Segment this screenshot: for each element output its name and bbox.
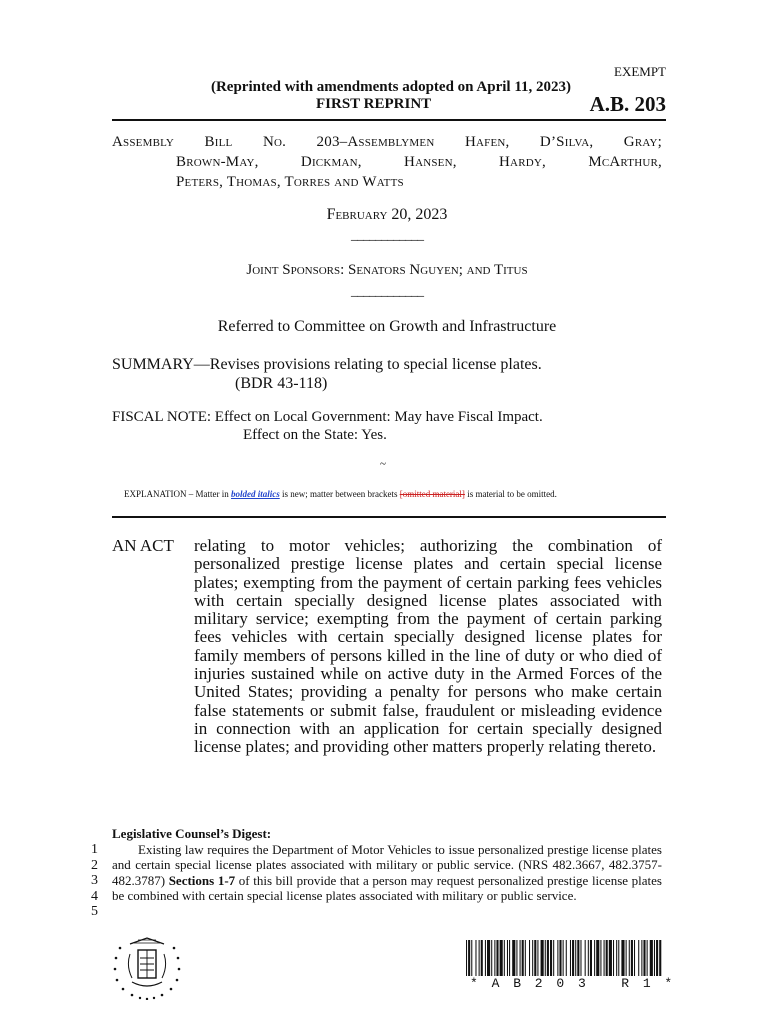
- digest-title: Legislative Counsel’s Digest:: [112, 826, 272, 841]
- barcode-bar: [609, 940, 612, 976]
- top-rule: [112, 119, 666, 121]
- barcode-bar: [621, 940, 624, 976]
- line-number: 3: [91, 873, 98, 888]
- bill-number: A.B. 203: [589, 92, 666, 116]
- barcode-bar: [594, 940, 595, 976]
- barcode-bar: [634, 940, 635, 976]
- barcode-bar: [491, 940, 492, 976]
- digest-paragraph: [112, 842, 662, 904]
- barcode-bar: [590, 940, 592, 976]
- barcode-bar: [647, 940, 648, 976]
- bill-sponsors-heading: [112, 132, 662, 192]
- digest-text-before: Existing law requires the Department of Motor Vehicles to issue personalized prestige license plates and certain special license plates associated with military or public service. (NRS 482.3667, 482.3757-482.3787): [112, 841, 662, 888]
- barcode-bar: [534, 940, 536, 976]
- digest-text-after: of this bill provide that a person may request personalized prestige license plates be combined with certain special license plates associated with military or public service.: [112, 872, 662, 903]
- barcode-icon: [466, 940, 662, 976]
- bill-date: February 20, 2023: [326, 206, 448, 223]
- barcode-bar: [553, 940, 554, 976]
- bill-heading-line-3: Peters, Thomas, Torres and Watts: [176, 174, 404, 190]
- tilde-separator: ~: [380, 458, 386, 470]
- barcode-bar: [496, 940, 498, 976]
- barcode-bar: [475, 940, 476, 976]
- summary-bdr: (BDR 43-118): [235, 375, 328, 392]
- legislative-digest: [112, 826, 662, 904]
- barcode-bar: [481, 940, 483, 976]
- barcode-bar: [550, 940, 552, 976]
- barcode-bar: [545, 940, 546, 976]
- barcode-bar: [585, 940, 586, 976]
- barcode-bar: [507, 940, 508, 976]
- joint-sponsors: Joint Sponsors: Senators Nguyen; and Titus: [246, 262, 528, 278]
- barcode-bar: [629, 940, 630, 976]
- explanation-prefix: EXPLANATION – Matter in: [124, 489, 231, 499]
- barcode-bar: [487, 940, 490, 976]
- line-number: 5: [91, 904, 98, 919]
- bill-summary: [112, 355, 668, 393]
- line-numbers: [84, 842, 98, 920]
- explanation-suffix: is material to be omitted.: [464, 489, 557, 499]
- barcode-bar: [641, 940, 642, 976]
- fiscal-note-line-1: FISCAL NOTE: Effect on Local Government: May have Fiscal Impact.: [112, 409, 543, 425]
- explanation-omitted: [omitted material]: [399, 489, 465, 499]
- middle-rule: [112, 516, 666, 518]
- barcode-bar: [471, 940, 472, 976]
- barcode-bar: [541, 940, 544, 976]
- barcode-bar: [600, 940, 601, 976]
- barcode-bar: [529, 940, 530, 976]
- barcode-bar: [522, 940, 524, 976]
- barcode-bar: [638, 940, 639, 976]
- barcode-bar: [557, 940, 558, 976]
- barcode-bar: [572, 940, 574, 976]
- barcode-bar: [537, 940, 538, 976]
- line-number: 1: [91, 842, 98, 857]
- barcode-bar: [626, 940, 627, 976]
- barcode-bar: [509, 940, 510, 976]
- barcode-bar: [606, 940, 608, 976]
- barcode-bar: [468, 940, 470, 976]
- barcode-bar: [532, 940, 533, 976]
- barcode-bar: [588, 940, 589, 976]
- barcode-bar: [466, 940, 467, 976]
- fiscal-note: [112, 408, 668, 444]
- separator-line: ____________: [351, 228, 423, 243]
- barcode-bar: [559, 940, 561, 976]
- first-reprint-label: FIRST REPRINT: [316, 96, 432, 112]
- barcode-bar: [485, 940, 486, 976]
- barcode-bar: [566, 940, 567, 976]
- barcode-bar: [659, 940, 661, 976]
- barcode-bar: [516, 940, 517, 976]
- act-lead: AN ACT: [112, 536, 174, 555]
- explanation-middle: is new; matter between brackets: [279, 489, 400, 499]
- exempt-label: EXEMPT: [614, 64, 666, 79]
- reprint-note: (Reprinted with amendments adopted on April 11, 2023): [210, 79, 572, 95]
- barcode-bar: [500, 940, 503, 976]
- barcode-bar: [604, 940, 605, 976]
- barcode-bar: [650, 940, 653, 976]
- separator-line: ____________: [351, 284, 423, 299]
- explanation-new-matter: bolded italics: [231, 489, 280, 499]
- digest-sections: Sections 1-7: [168, 872, 236, 888]
- state-seal-icon: [110, 936, 184, 1000]
- line-number: 2: [91, 857, 98, 873]
- fiscal-note-line-2: Effect on the State: Yes.: [243, 427, 387, 443]
- summary-line-1: SUMMARY—Revises provisions relating to special license plates.: [112, 356, 542, 373]
- barcode-bar: [575, 940, 576, 976]
- barcode-bar: [613, 940, 614, 976]
- barcode-bar: [596, 940, 599, 976]
- barcode-bar: [563, 940, 564, 976]
- barcode-bar: [631, 940, 633, 976]
- act-text: relating to motor vehicles; authorizing the combination of personalized prestige license plates and certain special license plates; exempting from the payment of certain parking fees vehicles with certain specially designed license plates associated with military service; exempting from the payment of certain parking fees vehicles with certain specially designed license plates for family members of persons killed in the line of duty or who died of injuries sustained while on active duty in the Armed Forces of the United States; providing a penalty for persons who make certain false statements or submit false, fraudulent or misleading evidence in connection with an application for certain specially designed license plates; and providing other matters properly relating thereto.: [194, 536, 662, 757]
- barcode-bar: [504, 940, 505, 976]
- barcode-bar: [512, 940, 515, 976]
- bill-heading-line-2: Brown-May, Dickman, Hansen, Hardy, McArthur,: [176, 154, 662, 170]
- barcode-bar: [618, 940, 619, 976]
- barcode-bar: [525, 940, 526, 976]
- committee-referral: Referred to Committee on Growth and Infrastructure: [217, 318, 557, 335]
- barcode-bar: [520, 940, 521, 976]
- barcode-bar: [479, 940, 480, 976]
- barcode-bar: [643, 940, 645, 976]
- barcode-bar: [577, 940, 579, 976]
- barcode-bar: [654, 940, 655, 976]
- barcode-bar: [570, 940, 571, 976]
- barcode-bar: [616, 940, 617, 976]
- bill-heading-line-1: Assembly Bill No. 203–Assemblymen Hafen, D’Silva, Gray;: [112, 134, 662, 150]
- barcode-bar: [547, 940, 549, 976]
- barcode-bar: [494, 940, 495, 976]
- barcode-bar: [656, 940, 658, 976]
- act-description: [112, 537, 662, 757]
- barcode-text: * A B 2 0 3 R 1 *: [470, 976, 676, 991]
- barcode-bar: [580, 940, 581, 976]
- line-number: 4: [91, 888, 98, 904]
- explanation-note: [124, 489, 557, 499]
